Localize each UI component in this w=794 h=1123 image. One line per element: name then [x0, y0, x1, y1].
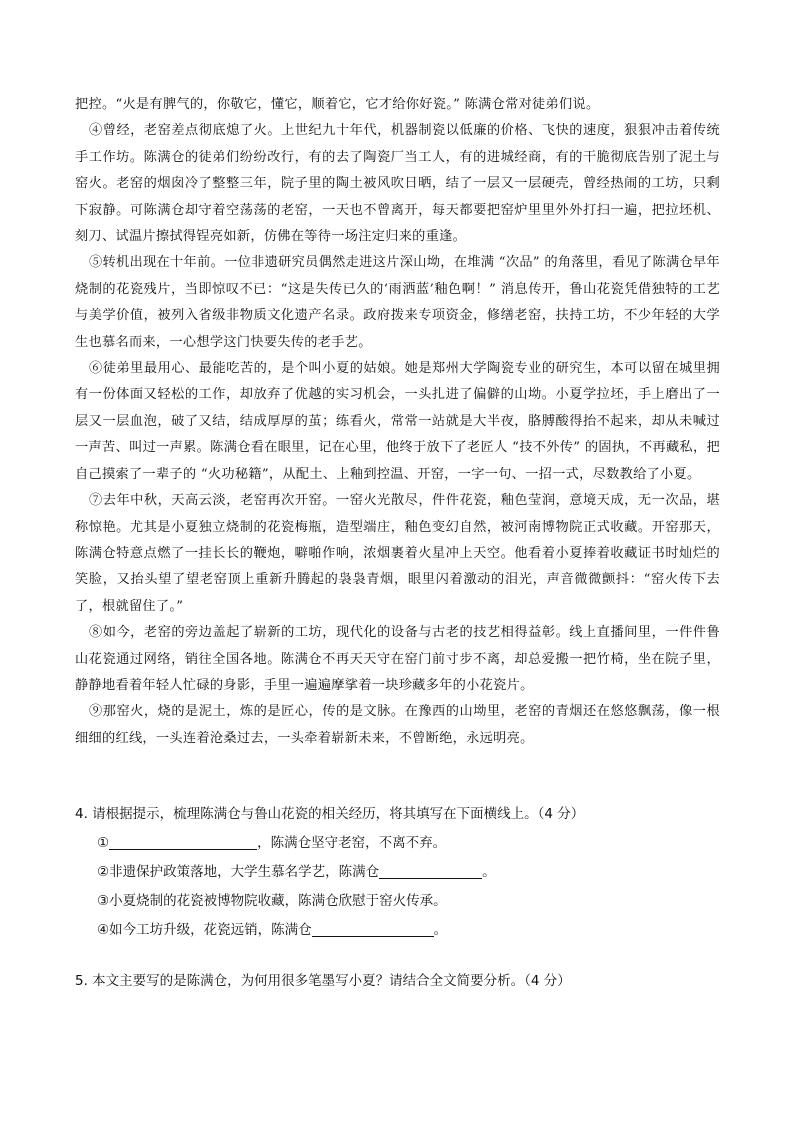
question-5-stem: 5. 本文主要写的是陈满仓，为何用很多笔墨写小夏？请结合全文简要分析。（4 分）: [75, 973, 571, 989]
question-4-item-4: [75, 916, 720, 945]
paragraph-6: ⑥徒弟里最用心、最能吃苦的，是个叫小夏的姑娘。她是郑州大学陶瓷专业的研究生，本可以留在城里拥有一份体面又轻松的工作，却放弃了优越的实习机会，一头扎进了偏僻的山坳。小夏学拉坯，手上磨出了一层又一层血泡，破了又结，结成厚厚的茧；练看火，常常一站就是大半夜，胳膊酸得抬不起来，却从未喊过一声苦、叫过一声累。陈满仓看在眼里，记在心里，他终于放下了老匠人 “技不外传” 的固执，不再藏私，把自己摸索了一辈子的 “火功秘籍”，从配土、上釉到控温、开窑，一字一句、一招一式，尽数教给了小夏。: [75, 361, 720, 482]
answer-blank-2[interactable]: [379, 862, 482, 879]
paragraph-5: ⑤转机出现在十年前。一位非遗研究员偶然走进这片深山坳，在堆满 “次品” 的角落里，看见了陈满仓早年烧制的花瓷残片，当即惊叹不已：“这是失传已久的‘雨洒蓝’釉色啊！” 消息传开，鲁山花瓷凭借独特的工艺与美学价值，被列入省级非物质文化遗产名录。政府拨来专项资金，修缮老窑，扶持工坊，不少年轻的大学生也慕名而来，一心想学这门快要失传的老手艺。: [75, 255, 720, 350]
answer-blank-4[interactable]: [312, 920, 434, 937]
item-2-prefix: ②非遗保护政策落地，大学生慕名学艺，陈满仓: [97, 864, 380, 880]
paragraph-9: ⑨那窑火，烧的是泥土，炼的是匠心，传的是文脉。在豫西的山坳里，老窑的青烟还在悠悠飘荡，像一根细细的红线，一头连着沧桑过去，一头牵着崭新未来，不曾断绝，永远明亮。: [75, 704, 720, 746]
paragraph-7: ⑦去年中秋，天高云淡，老窑再次开窑。一窑火光散尽，件件花瓷，釉色莹润，意境天成，无一次品，堪称惊艳。尤其是小夏独立烧制的花瓷梅瓶，造型端庄，釉色变幻自然，被河南博物院正式收藏。开窑那天，陈满仓特意点燃了一挂长长的鞭炮，噼啪作响，浓烟裹着火星冲上天空。他看着小夏捧着收藏证书时灿烂的笑脸，又抬头望了望老窑顶上重新升腾起的袅袅青烟，眼里闪着激动的泪光，声音微微颤抖：“窑火传下去了，根就留住了。”: [75, 493, 720, 614]
item-1-suffix: ，陈满仓坚守老窑，不离不弃。: [257, 835, 447, 851]
item-4-suffix: 。: [433, 922, 448, 938]
questions-section: [75, 800, 720, 996]
answer-blank-1[interactable]: [109, 833, 257, 850]
question-4-item-2: [75, 858, 720, 887]
paragraph-4: ④曾经，老窑差点彻底熄了火。上世纪九十年代，机器制瓷以低廉的价格、飞快的速度，狠狠冲击着传统手工作坊。陈满仓的徒弟们纷纷改行，有的去了陶瓷厂当工人，有的进城经商，有的干脆彻底告别了泥土与窑火。老窑的烟囱冷了整整三年，院子里的陶土被风吹日晒，结了一层又一层硬壳，曾经热闹的工坊，只剩下寂静。可陈满仓却守着空荡荡的老窑，一天也不曾离开，每天都要把窑炉里里外外打扫一遍，把拉坯机、刻刀、试温片擦拭得锃亮如新，仿佛在等待一场注定归来的重逢。: [75, 123, 720, 245]
item-1-prefix: ①: [97, 835, 110, 851]
question-4-stem: 4. 请根据提示，梳理陈满仓与鲁山花瓷的相关经历，将其填写在下面横线上。（4 分）: [75, 806, 585, 822]
reading-passage: [75, 92, 720, 752]
spacer: [75, 945, 720, 967]
item-2-suffix: 。: [482, 864, 496, 880]
question-4-item-3: ③小夏烧制的花瓷被博物院收藏，陈满仓欣慰于窑火传承。: [97, 893, 447, 909]
question-4-item-1: [75, 829, 720, 858]
item-4-prefix: ④如今工坊升级，花瓷远销，陈满仓: [97, 922, 312, 938]
paragraph-8: ⑧如今，老窑的旁边盖起了崭新的工坊，现代化的设备与古老的技艺相得益彰。线上直播间里，一件件鲁山花瓷通过网络，销往全国各地。陈满仓不再天天守在窑门前寸步不离，却总爱搬一把竹椅，坐在院子里，静静地看着年轻人忙碌的身影，手里一遍遍摩挲着一块珍藏多年的小花瓷片。: [75, 625, 720, 693]
paragraph-3-continued: 把控。“火是有脾气的，你敬它，懂它，顺着它，它才给你好瓷。” 陈满仓常对徒弟们说。: [75, 97, 600, 112]
